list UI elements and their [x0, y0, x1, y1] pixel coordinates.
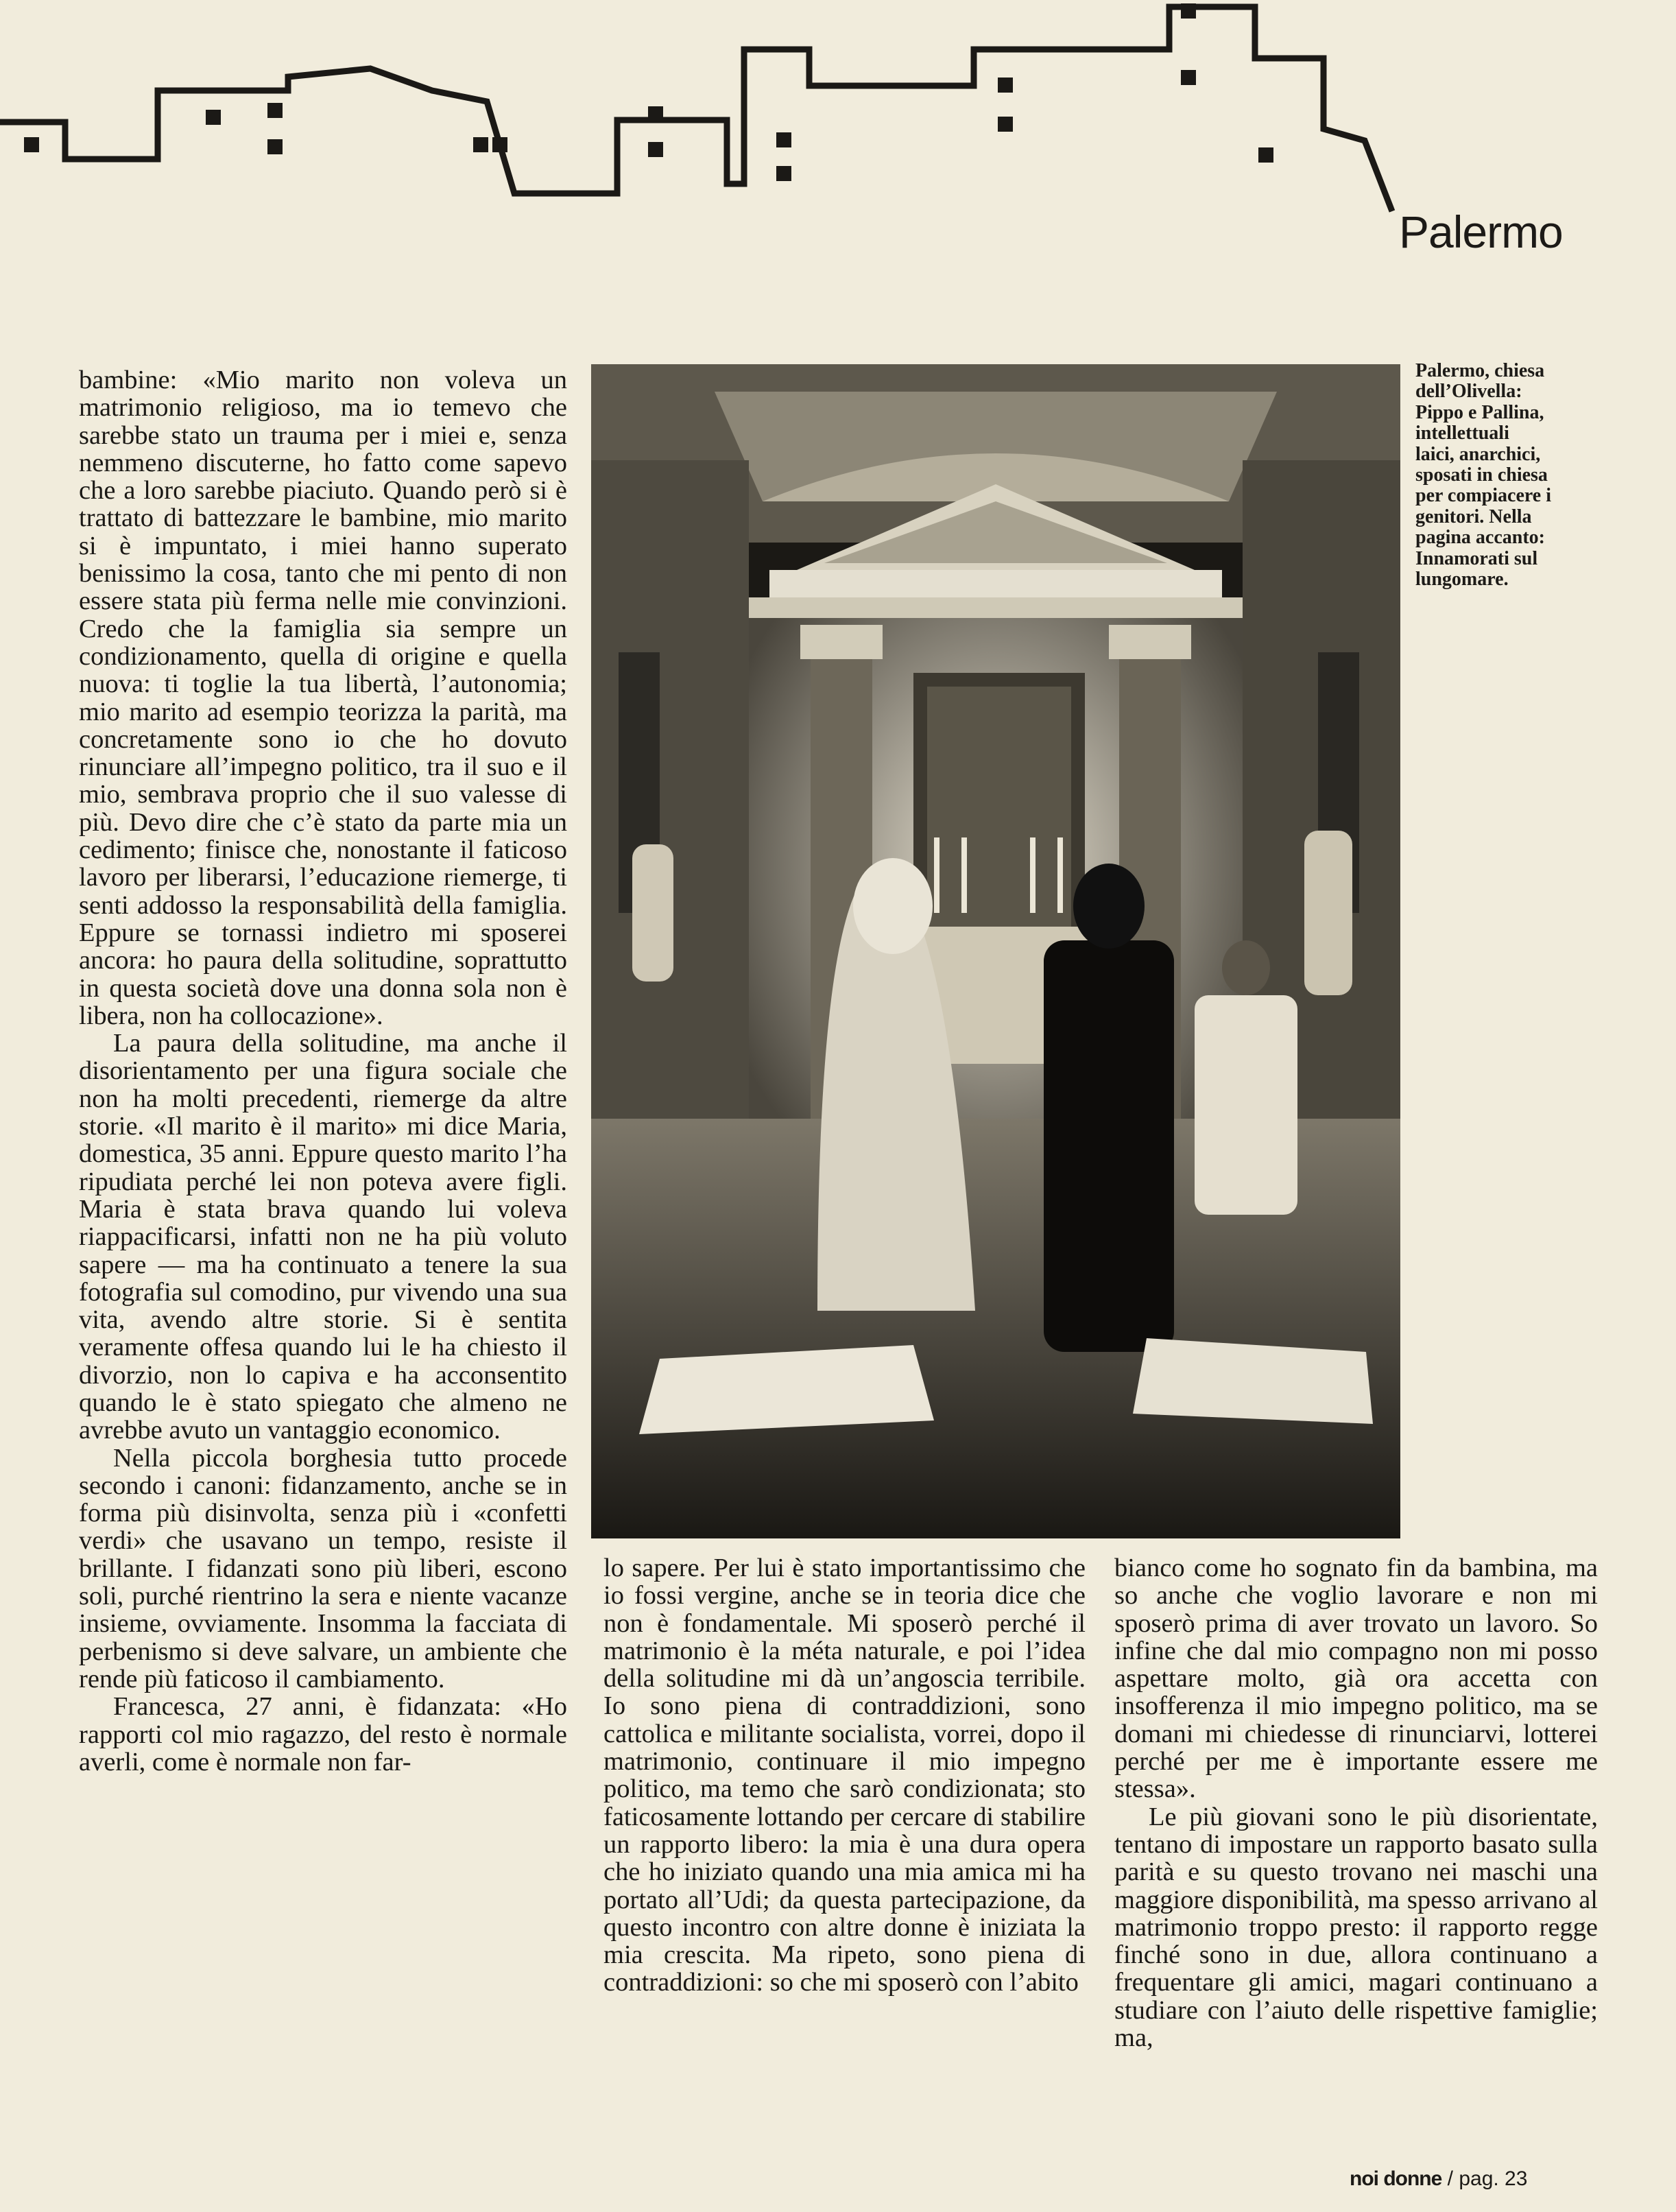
- wedding-photograph: [591, 364, 1400, 1538]
- magazine-name: noi donne: [1350, 2167, 1442, 2190]
- paragraph: Le più giovani sono le più disorientate, tentano di impostare un rapporto basato sulla parità e su questo trovano nei maschi una maggiore disponibilità, ma spesso arrivano al matrimonio troppo presto: il rapporto regge finché sono in due, allora continuano a frequentare gli amici, magari continuano a studiare con l’aiuto delle rispettive famiglie; ma,: [1114, 1802, 1598, 2053]
- photo-caption: Palermo, chiesa dell’Olivella: Pippo e Pallina, intellettuali laici, anarchici, sposati in chiesa per compiacere i genitori. Nella pagina accanto: Innamorati sul lungomare.: [1415, 360, 1552, 591]
- section-title: Palermo: [1399, 206, 1563, 257]
- text-column-3: [1114, 1554, 1598, 2052]
- text-column-2: [603, 1554, 1086, 1997]
- paragraph: bambine: «Mio marito non voleva un matrimonio religioso, ma io temevo che sarebbe stato un trauma per i miei e, senza nemmeno discuterne, ho fatto come sapevo che a loro sarebbe piaciuto. Quando però si è trattato di battezzare le bambine, mio marito si è impuntato, i miei hanno superato benissimo la cosa, tanto che mi pento di non essere stata più ferma nelle mie convinzioni. Credo che la famiglia sia sempre un condizionamento, quella di origine e quella nuova: ti toglie la tua libertà, l’autonomia; mio marito ad esempio teorizza la parità, ma concretamente sono io che ho dovuto rinunciare all’impegno politico, tra il suo e il mio, sembrava proprio che il suo valesse di più. Devo dire che c’è stato da parte mia un cedimento; finisce che, nonostante il faticoso lavoro per liberarsi, l’educazione riemerge, ti senti addosso la responsabilità della famiglia. Eppure se tornassi indietro mi sposerei ancora: ho paura della solitudine, soprattutto in questa società dove una donna sola non è libera, non ha collocazione».: [79, 366, 567, 1030]
- church-wedding-illustration: [591, 364, 1400, 1538]
- text-column-1: [79, 366, 567, 1776]
- paragraph: La paura della solitudine, ma anche il disorientamento per una figura sociale che non ha molti precedenti, riemerge da altre storie. «Il marito è il marito» mi dice Maria, domestica, 35 anni. Eppure questo marito l’ha ripudiata perché lei non poteva avere figli. Maria è stata brava quando lui voleva riappacificarsi, infatti non ne ha più voluto sapere — ma ha continuato a tenere la sua fotografia sul comodino, pur vivendo una sua vita, avendo altre storie. Si è sentita veramente offesa quando lui le ha chiesto il divorzio, non lo capiva e ha acconsentito quando le è stato spiegato che almeno ne avrebbe avuto un vantaggio economico.: [79, 1029, 567, 1445]
- page-footer: [1350, 2167, 1527, 2191]
- paragraph: lo sapere. Per lui è stato importantissimo che io fossi vergine, anche se in teoria dice che non è fondamentale. Mi sposerò perché il matrimonio è la méta naturale, e poi l’idea della solitudine mi dà un’angoscia terribile. Io sono piena di contraddizioni, sono cattolica e militante socialista, vorrei, dopo il matrimonio, continuare il mio impegno politico, ma temo che sarò condizionata; sto faticosamente lottando per cercare di stabilire un rapporto libero: la mia è una dura opera che ho iniziato quando una mia amica mi ha portato all’Udi; da questa partecipazione, da questo incontro con altre donne è iniziata la mia crescita. Ma ripeto, sono piena di contraddizioni: so che mi sposerò con l’abito: [603, 1554, 1086, 1997]
- paragraph: Francesca, 27 anni, è fidanzata: «Ho rapporti col mio ragazzo, del resto è normale averli, come è normale non far-: [79, 1692, 567, 1776]
- page-number: / pag. 23: [1447, 2167, 1528, 2190]
- paragraph: bianco come ho sognato fin da bambina, ma so anche che voglio lavorare e non mi sposerò prima di aver trovato un lavoro. So infine che dal mio compagno non mi posso aspettare molto, già ora accetta con insofferenza il mio impegno politico, ma se domani mi chiedesse di rinunciarvi, lotterei perché per me è importante essere me stessa».: [1114, 1554, 1598, 1804]
- paragraph: Nella piccola borghesia tutto procede secondo i canoni: fidanzamento, anche se in forma più disinvolta, senza più i «confetti verdi» che usavano un tempo, resiste il brillante. I fidanzati sono più liberi, escono soli, purché rientrino la sera e niente vacanze insieme, ovviamente. Insomma la facciata di perbenismo si deve salvare, un ambiente che rende più faticoso il cambiamento.: [79, 1443, 567, 1693]
